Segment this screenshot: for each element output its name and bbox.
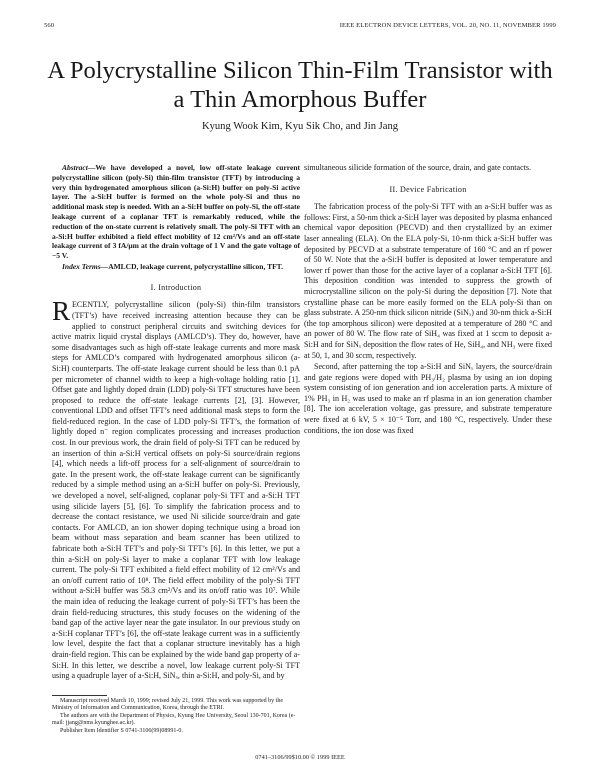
journal-header: IEEE ELECTRON DEVICE LETTERS, VOL. 20, NO. 11, NOVEMBER 1999 bbox=[339, 22, 556, 29]
section-heading-device-fabrication: II. Device Fabrication bbox=[389, 184, 467, 194]
footnote-affiliation: The authors are with the Department of Physics, Kyung Hee University, Seoul 130-701, Korea (e-mail: jjang@nms.kyunghee.ac.kr). bbox=[52, 712, 296, 727]
introduction-paragraph bbox=[52, 296, 300, 681]
index-terms-label: Index Terms— bbox=[62, 261, 109, 271]
left-column bbox=[52, 163, 300, 683]
index-terms-text: AMLCD, leakage current, polycrystalline silicon, TFT. bbox=[108, 261, 283, 271]
index-terms bbox=[52, 262, 300, 272]
fabrication-paragraph-1: The fabrication process of the poly-Si TFT with an a-Si:H buffer was as follows: First, a 50-nm thick a-Si:H layer was deposited by plasma enhanced chemical vapor deposition (PECVD) and then crystallized by an eximer laser annealing (ELA). On the ELA poly-Si, 10-nm thick a-Si:H buffer was deposited by PECVD at a substrate temperature of 160 °C and an rf power of 50 W. Note that the a-Si:H buffer is deposited at lower temperature and lower rf power than those for the active layer of a coplanar a-Si:H TFT [6]. This deposition condition was intended to suppress the growth of microcrystalline silicon on the poly-Si during the deposition [7]. Note that crystalline phase can be more easily formed on the ELA poly-Si than on glass substrate. A 250-nm thick silicon nitride (SiNₓ) and 30-nm thick a-Si:H (the top amorphous silicon) were deposited at a temperature of 280 °C and an power of 80 W. The flow rate of SiH₄ was fixed at 1 sccm to deposit a-Si:H and for SiNₓ deposition the flow rates of He, SiH₄, and NH₃ were fixed at 50, 1, and 30 sccm, respectively. bbox=[304, 202, 552, 360]
abstract-text: We have developed a novel, low off-state leakage current polycrystalline silicon (poly-Si) thin-film transistor (TFT) by introducing a very thin hydrogenated amorphous silicon (a-Si:H) buffer on poly-Si active layer. The a-Si:H buffer is formed on the whole poly-Si and thus no additional mask step is needed. With an a-Si:H buffer on poly-Si, the off-state leakage current of a coplanar TFT is remarkably reduced, while the reduction of the on-state current is relatively small. The poly-Si TFT with an a-Si:H buffer exhibited a field effect mobility of 12 cm²/Vs and an off-state leakage current of 3 fA/μm at the drain voltage of 1 V and the gate voltage of −5 V. bbox=[52, 163, 300, 261]
footnote-pii: Publisher Item Identifier S 0741-3106(99)08991-0. bbox=[60, 727, 183, 734]
abstract bbox=[52, 163, 300, 261]
fabrication-paragraph-2: Second, after patterning the top a-Si:H and SiNₓ layers, the source/drain and gate regions were doped with PH₃/H₂ plasma by using an ion doping system consisting of ion generation and ion acceleration parts. A mixture of 1% PH₃ in H₂ was used to make an rf plasma in an ion generation chamber [8]. The ion acceleration voltage, gas pressure, and substrate temperature were fixed at 6 kV, 5 × 10⁻⁵ Torr, and 180 °C, respectively. Under these conditions, the ion dose was fixed bbox=[304, 362, 552, 435]
abstract-label: Abstract— bbox=[62, 163, 96, 172]
paper-title: A Polycrystalline Silicon Thin-Film Transistor with a Thin Amorphous Buffer bbox=[47, 57, 553, 113]
right-column bbox=[304, 163, 552, 437]
introduction-text: ECENTLY, polycrystalline silicon (poly-Si) thin-film transistors (TFT’s) have received increasing attention because they can be applied to construct peripheral circuits and switching devices for active matrix liquid crystal displays (AMLCD’s). They do, however, have some disadvantages such as high off-state leakage currents and more mask steps for AMLCD’s compared with hydrogenated amorphous silicon (a-Si:H) counterparts. The off-state leakage current should be less than 0.1 pA per micrometer of channel width to keep a high-voltage holding ratio [1]. Offset gate and lightly doped drain (LDD) poly-Si TFT structures have been proposed to reduce the off-state leakage currents [2], [3]. However, conventional LDD and offset TFT’s need additional mask steps to form the field-reduced region. In the case of LDD poly-Si TFT’s, the formation of lightly doped n⁻ region complicates processing and increases production cost. In our previous work, the drain field of poly-Si TFT can be reduced by an insertion of thin a-Si:H vertical offsets on poly-Si source/drain regions [4], which needs a lift-off process for a self-alignment of source/drain to gate. In the present work, the off-state leakage current can be significantly reduced by a simple method using an a-Si:H buffer on poly-Si. Previously, we developed a novel, self-aligned, coplanar poly-Si TFT and a-Si:H TFT using silicide layers [5], [6]. To simplify the fabrication process and to decrease the contact resistance, we used Ni silicide source/drain and gate contacts. For AMLCD, an ion shower doping technique using a broad ion beam without mass separation and beam scanner has been utilized to fabricate both a-Si:H TFT’s and poly-Si TFT’s [6]. In this letter, we put a thin a-Si:H on poly-Si layer to make a coplanar TFT with low leakage current. The poly-Si TFT exhibited a field effect mobility of 12 cm²/Vs and an on/off current ratio of 10⁸. The field effect mobility of the poly-Si TFT without a-Si:H buffer was 58.3 cm²/Vs and its on/off ratio was 10⁷. While the main idea of reducing the leakage current of poly-Si TFT’s has been the drain field-reducing structures, this study focuses on the widening of the band gap of the active layer near the gate insulator. In our previous study on a-Si:H coplanar TFT’s [6], the off-state leakage current was in a sufficiently low level, despite the fact that a coplanar structure inevitably has a high drain-field region. This can be explained by the wide band gap property of a-Si:H. In this letter, we describe a novel, low leakage current poly-Si TFT using a quadruple layer of a-Si:H, SiNₓ, thin a-Si:H, and poly-Si, and by bbox=[52, 300, 300, 681]
introduction-continued: simultaneous silicide formation of the source, drain, and gate contacts. bbox=[304, 163, 532, 172]
page-number: 560 bbox=[44, 22, 55, 29]
footnote bbox=[52, 698, 300, 735]
footnote-received: Manuscript received March 10, 1999; revised July 21, 1999. This work was supported by the Ministry of Information and Communication, Korea, through the ETRI. bbox=[52, 698, 284, 712]
drop-cap: R bbox=[52, 296, 71, 327]
section-heading-introduction: I. Introduction bbox=[150, 282, 202, 292]
copyright-line: 0741–3106/99$10.00 © 1999 IEEE bbox=[255, 754, 345, 761]
author-list: Kyung Wook Kim, Kyu Sik Cho, and Jin Jang bbox=[201, 121, 399, 132]
footnote-rule bbox=[52, 695, 107, 696]
